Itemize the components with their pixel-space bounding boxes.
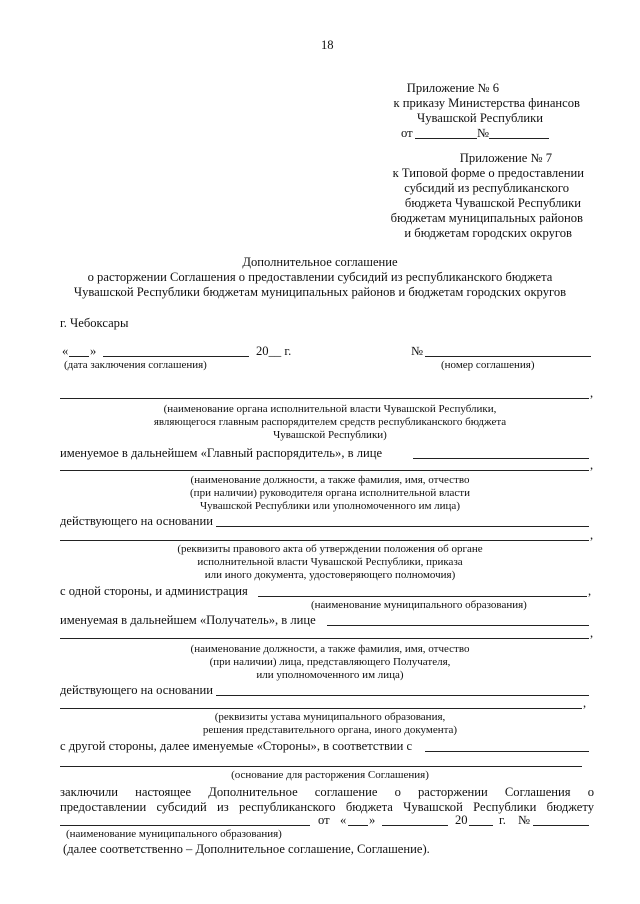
agreement-num-sign: №: [411, 344, 424, 358]
appendix6-date-line: [415, 138, 477, 139]
body-quote-close: »: [369, 813, 376, 827]
date-caption: (дата заключения соглашения): [64, 359, 207, 371]
one-side-administration: с одной стороны, и администрация: [60, 584, 248, 598]
body-line-1: заключили настоящее Дополнительное соглашение о расторжении Соглашения о: [60, 785, 594, 799]
act-caption-3: или иного документа, удостоверяющего полномочия): [204, 569, 456, 581]
chief-manager-person-field[interactable]: [413, 458, 589, 459]
month-field[interactable]: [103, 356, 249, 357]
day-field[interactable]: [69, 356, 89, 357]
body-month-field[interactable]: [382, 825, 448, 826]
body-day-field[interactable]: [348, 825, 368, 826]
rep-basis-field[interactable]: [216, 695, 589, 696]
other-side-parties: с другой стороны, далее именуемые «Стороны», в соответствии с: [60, 739, 413, 753]
body-line-2: предоставлении субсидий из республиканского бюджета Чувашской Республики бюджету: [60, 800, 594, 814]
date-year: 20__ г.: [256, 344, 292, 358]
rep-caption-3: или уполномоченного им лица): [256, 669, 404, 681]
termination-basis-field[interactable]: [60, 766, 582, 767]
charter-details-field[interactable]: [60, 708, 582, 709]
act-caption-1: (реквизиты правового акта об утверждении положения об органе: [177, 543, 483, 555]
body-final: (далее соответственно – Дополнительное соглашение, Соглашение).: [63, 842, 430, 856]
comma: ,: [590, 626, 594, 640]
municipality-caption: (наименование муниципального образования): [311, 599, 527, 611]
body-g: г.: [499, 813, 506, 827]
head-caption-2: (при наличии) руководителя органа исполнительной власти: [190, 487, 470, 499]
number-caption: (номер соглашения): [441, 359, 535, 371]
head-caption-1: (наименование должности, а также фамилия, имя, отчество: [190, 474, 470, 486]
date-quote-open: «: [62, 344, 69, 358]
title-line1: Дополнительное соглашение: [242, 255, 398, 269]
appendix7-line6: и бюджетам городских округов: [404, 226, 572, 240]
rep-caption-1: (наименование должности, а также фамилия, имя, отчество: [190, 643, 470, 655]
appendix6-line2: к приказу Министерства финансов: [393, 96, 580, 110]
appendix7-line1: Приложение № 7: [459, 151, 552, 165]
appendix6-line1: Приложение № 6: [406, 81, 499, 95]
title-line3: Чувашской Республики бюджетам муниципальных районов и бюджетам городских округов: [73, 285, 567, 299]
appendix6-line3: Чувашской Республики: [417, 111, 543, 125]
head-name-field[interactable]: [60, 470, 589, 471]
body-year-field[interactable]: [469, 825, 493, 826]
comma: ,: [588, 584, 592, 598]
body-municipality-caption: (наименование муниципального образования): [66, 828, 282, 840]
appendix7-line2: к Типовой форме о предоставлении: [392, 166, 584, 180]
title-line2: о расторжении Соглашения о предоставлении субсидий из республиканского бюджета: [87, 270, 553, 284]
body-num-sign: №: [518, 813, 531, 827]
recipient-person-field[interactable]: [327, 625, 589, 626]
org-name-field[interactable]: [60, 398, 589, 399]
appendix6-num-label: №: [477, 126, 490, 140]
city: г. Чебоксары: [60, 316, 129, 330]
org-caption-1: (наименование органа исполнительной власти Чувашской Республики,: [163, 403, 497, 415]
chief-manager-named: именуемое в дальнейшем «Главный распорядитель», в лице: [60, 446, 383, 460]
administration-field[interactable]: [258, 596, 587, 597]
charter-caption-2: решения представительного органа, иного документа): [202, 724, 458, 736]
comma: ,: [590, 458, 594, 472]
body-number-field[interactable]: [533, 825, 589, 826]
agreement-number-field[interactable]: [425, 356, 591, 357]
act-details-field[interactable]: [60, 540, 589, 541]
body-from: от: [318, 813, 330, 827]
org-caption-3: Чувашской Республики): [273, 429, 387, 441]
act-caption-2: исполнительной власти Чувашской Республики, приказа: [197, 556, 463, 568]
org-caption-2: являющегося главным распорядителем средств республиканского бюджета: [153, 416, 507, 428]
date-quote-close: »: [90, 344, 97, 358]
head-acting-basis: действующего на основании: [60, 514, 213, 528]
head-caption-3: Чувашской Республики или уполномоченного им лица): [200, 500, 460, 512]
head-basis-field[interactable]: [216, 526, 589, 527]
appendix7-line5: бюджетам муниципальных районов: [390, 211, 583, 225]
basis-caption: (основание для расторжения Соглашения): [231, 769, 429, 781]
comma: ,: [590, 528, 594, 542]
appendix7-line4: бюджета Чувашской Республики: [404, 196, 581, 210]
body-year: 20: [455, 813, 468, 827]
rep-caption-2: (при наличии) лица, представляющего Получателя,: [209, 656, 451, 668]
recipient-municipality-field[interactable]: [60, 825, 310, 826]
rep-name-field[interactable]: [60, 638, 589, 639]
appendix6-from-label: от: [401, 126, 413, 140]
recipient-named: именуемая в дальнейшем «Получатель», в лице: [60, 613, 316, 627]
appendix6-num-line: [489, 138, 549, 139]
charter-caption-1: (реквизиты устава муниципального образования,: [214, 711, 446, 723]
comma: ,: [590, 386, 594, 400]
page-number: 18: [321, 38, 334, 52]
rep-acting-basis: действующего на основании: [60, 683, 213, 697]
comma: ,: [583, 696, 587, 710]
appendix7-line3: субсидий из республиканского: [404, 181, 569, 195]
body-quote-open: «: [340, 813, 347, 827]
accordance-field[interactable]: [425, 751, 589, 752]
